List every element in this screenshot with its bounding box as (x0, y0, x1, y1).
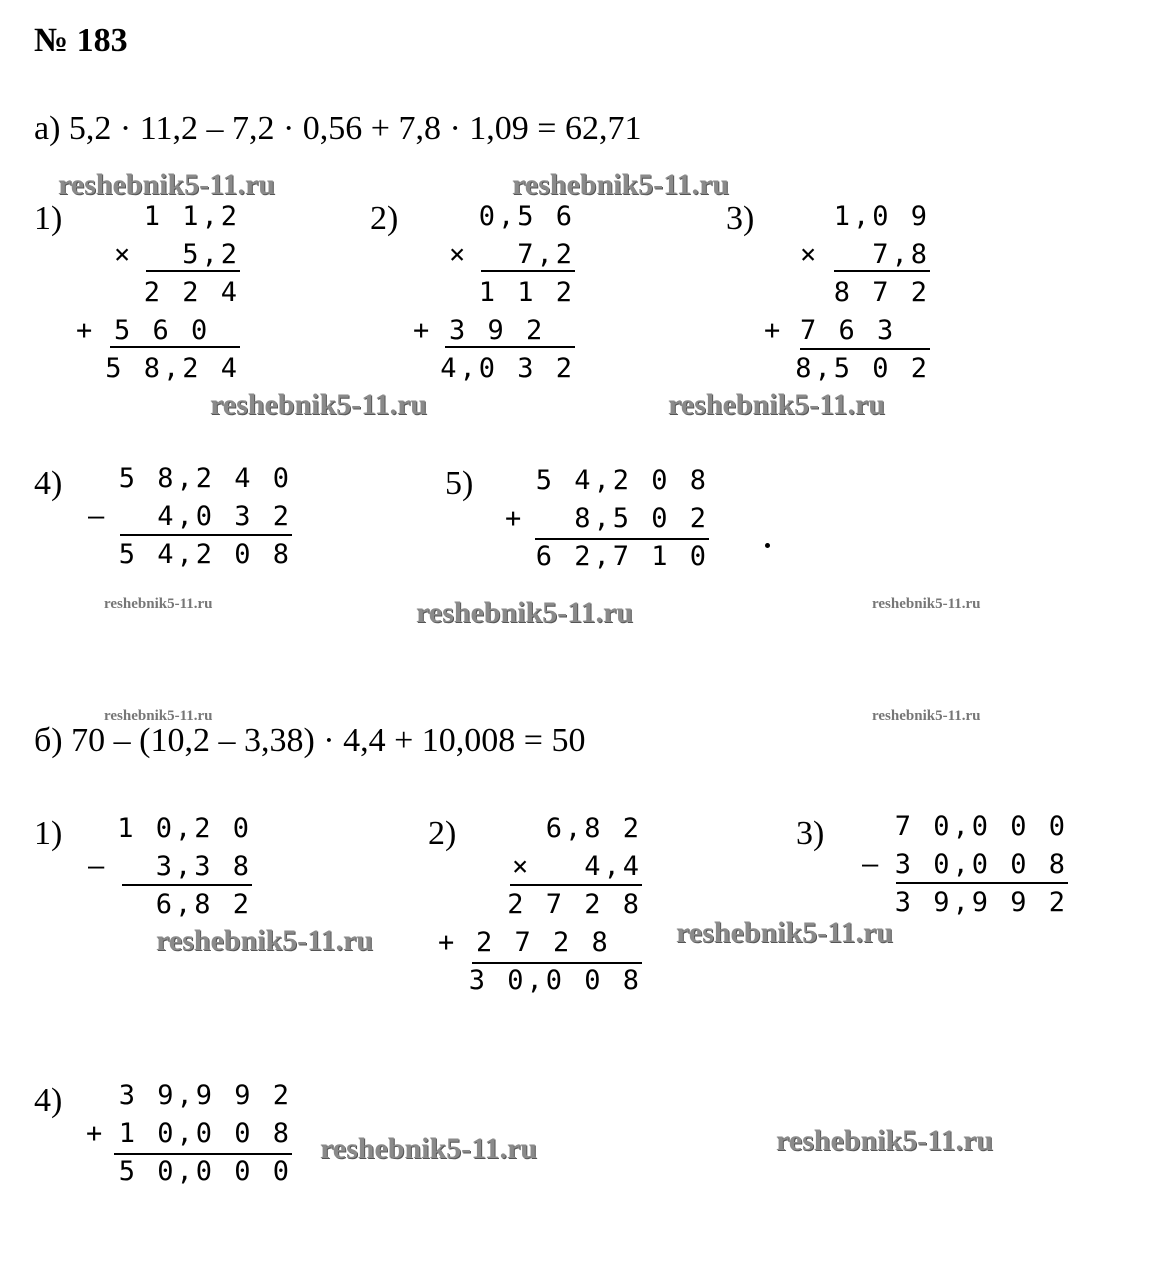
rule-line (146, 270, 240, 272)
result: 6 2,7 1 0 (535, 541, 709, 572)
partial-product: 7 6 3 (800, 315, 897, 346)
operator: – (88, 851, 105, 882)
step-number: 2) (370, 200, 399, 237)
watermark: reshebnik5-11.ru (104, 596, 213, 612)
minuend: 7 0,0 0 0 (894, 811, 1068, 842)
step-number: 1) (34, 200, 63, 237)
equation-b: б) 70 – (10,2 – 3,38) · 4,4 + 10,008 = 50 (34, 722, 586, 759)
operator: – (88, 501, 105, 532)
result: 3 0,0 0 8 (468, 965, 642, 996)
watermark: reshebnik5-11.ru (776, 1124, 993, 1157)
watermark: reshebnik5-11.ru (872, 596, 981, 612)
step-number: 4) (34, 465, 63, 502)
result: 5 4,2 0 8 (118, 539, 292, 570)
addend: 8,5 0 2 (574, 503, 709, 534)
calc-b3 (856, 808, 1068, 922)
operator: + (764, 315, 781, 346)
subtrahend: 3,3 8 (155, 851, 252, 882)
watermark: reshebnik5-11.ru (58, 168, 275, 201)
subtrahend: 3 0,0 0 8 (894, 849, 1068, 880)
rule-line (535, 538, 709, 540)
step-number: 5) (445, 465, 474, 502)
operator: + (438, 927, 455, 958)
watermark: reshebnik5-11.ru (512, 168, 729, 201)
rule-line (110, 346, 240, 348)
partial-product: 8 7 2 (833, 277, 930, 308)
operator: + (86, 1118, 103, 1149)
operator: + (505, 503, 522, 534)
operator: × (114, 239, 131, 270)
minuend: 5 8,2 4 0 (118, 463, 292, 494)
step-number: 3) (726, 200, 755, 237)
rule-line (122, 884, 252, 886)
partial-product: 2 2 4 (143, 277, 240, 308)
addend: 1 0,0 0 8 (118, 1118, 292, 1149)
partial-product: 1 1 2 (478, 277, 575, 308)
operator: – (862, 849, 879, 880)
calc-b2 (438, 810, 642, 1000)
result: 5 0,0 0 0 (118, 1156, 292, 1187)
operator: + (76, 315, 93, 346)
rule-line (896, 882, 1068, 884)
operand: 1,0 9 (833, 201, 930, 232)
watermark: reshebnik5-11.ru (668, 388, 885, 421)
watermark: reshebnik5-11.ru (416, 596, 633, 629)
operand: 6,8 2 (545, 813, 642, 844)
ink-dot (765, 543, 770, 548)
result: 5 8,2 4 (105, 353, 240, 384)
operand: 1 1,2 (143, 201, 240, 232)
operator: × (449, 239, 466, 270)
watermark: reshebnik5-11.ru (104, 708, 213, 724)
operand: 0,5 6 (478, 201, 575, 232)
watermark: reshebnik5-11.ru (676, 916, 893, 949)
partial-product: 5 6 0 (114, 315, 211, 346)
addend: 3 9,9 9 2 (118, 1080, 292, 1111)
operand: 4,4 (584, 851, 642, 882)
operand: 7,2 (517, 239, 575, 270)
rule-line (510, 884, 642, 886)
step-number: 1) (34, 815, 63, 852)
step-number: 3) (796, 815, 825, 852)
partial-product: 3 9 2 (449, 315, 546, 346)
equation-a: а) 5,2 · 11,2 – 7,2 · 0,56 + 7,8 · 1,09 = 62,71 (34, 110, 642, 147)
calc-a2 (405, 198, 575, 388)
calc-b1 (82, 810, 252, 924)
calc-a5 (497, 462, 709, 576)
addend: 5 4,2 0 8 (535, 465, 709, 496)
rule-line (834, 270, 930, 272)
operator: + (413, 315, 430, 346)
result: 8,5 0 2 (795, 353, 930, 384)
watermark: reshebnik5-11.ru (210, 388, 427, 421)
operator: × (800, 239, 817, 270)
watermark: reshebnik5-11.ru (320, 1132, 537, 1165)
partial-product: 2 7 2 8 (476, 927, 611, 958)
rule-line (800, 348, 930, 350)
result: 6,8 2 (155, 889, 252, 920)
result: 3 9,9 9 2 (894, 887, 1068, 918)
subtrahend: 4,0 3 2 (157, 501, 292, 532)
operator: × (512, 851, 529, 882)
step-number: 2) (428, 815, 457, 852)
rule-line (481, 270, 575, 272)
operand: 7,8 (872, 239, 930, 270)
watermark: reshebnik5-11.ru (156, 924, 373, 957)
problem-title: № 183 (34, 22, 128, 59)
operand: 5,2 (182, 239, 240, 270)
calc-b4 (80, 1077, 292, 1191)
calc-a1 (70, 198, 240, 388)
partial-product: 2 7 2 8 (507, 889, 642, 920)
rule-line (114, 1153, 292, 1155)
rule-line (445, 346, 575, 348)
rule-line (472, 962, 642, 964)
calc-a3 (760, 198, 930, 388)
watermark: reshebnik5-11.ru (872, 708, 981, 724)
calc-a4 (80, 460, 292, 574)
rule-line (120, 534, 292, 536)
result: 4,0 3 2 (440, 353, 575, 384)
minuend: 1 0,2 0 (117, 813, 252, 844)
step-number: 4) (34, 1082, 63, 1119)
